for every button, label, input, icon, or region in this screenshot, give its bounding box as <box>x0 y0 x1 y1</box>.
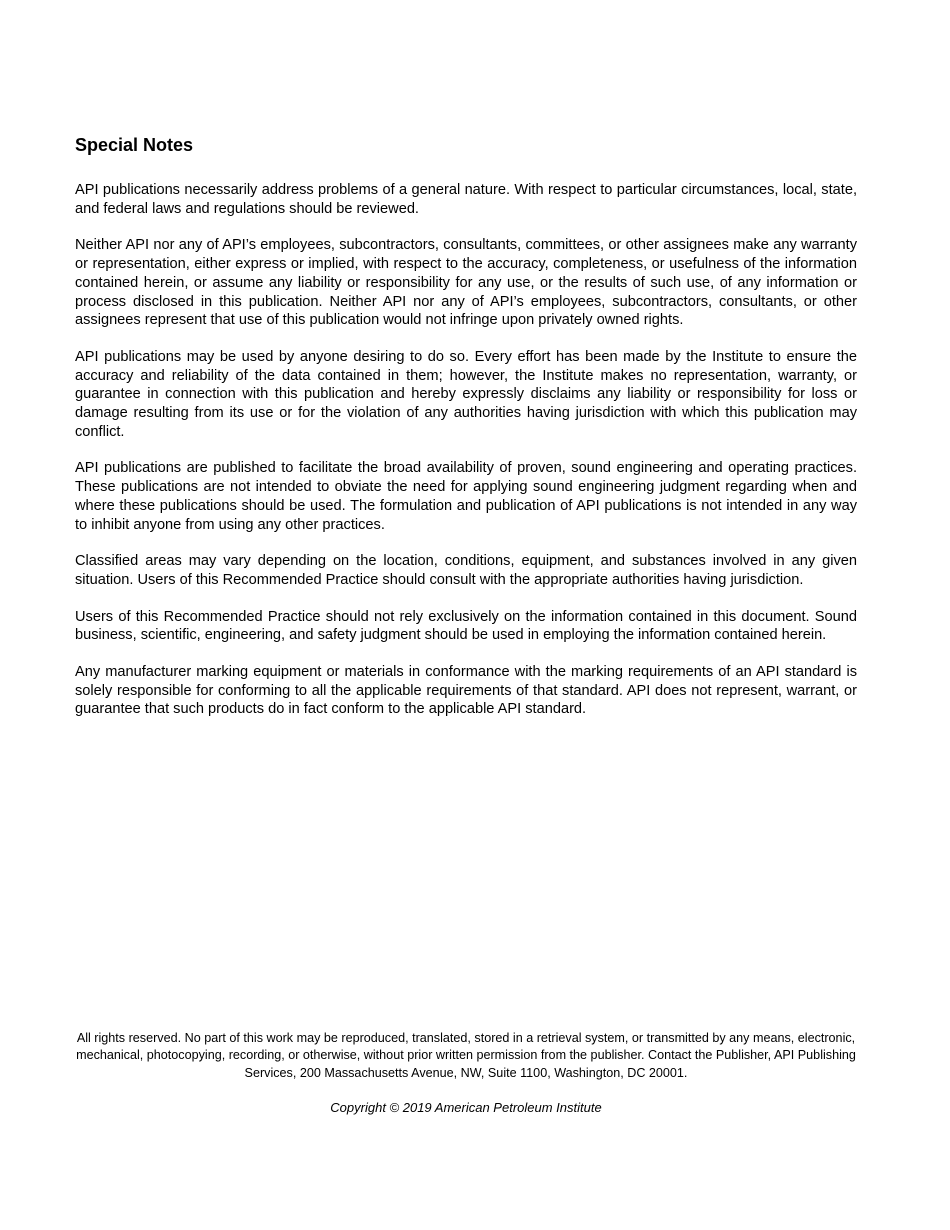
note-paragraph-marking: Any manufacturer marking equipment or materials in conformance with the marking requirements of an API standard is solely responsible for conforming to all the applicable requirements of that standard. API does not represent, warrant, or guarantee that such products do in fact conform to the applicable API standard. <box>75 664 857 718</box>
note-paragraph-use-by-anyone: API publications may be used by anyone desiring to do so. Every effort has been made by the Institute to ensure the accuracy and reliability of the data contained in them; however, the Institute makes no representation, warranty, or guarantee in connection with this publication and hereby expressly disclaims any liability or responsibility for loss or damage resulting from its use or for the violation of any authorities having jurisdiction with which this publication may conflict. <box>75 348 857 440</box>
note-paragraph-purpose: API publications are published to facilitate the broad availability of proven, sound engineering and operating practices. These publications are not intended to obviate the need for applying sound engineering judgment regarding when and where these publications should be used. The formulation and publication of API publications is not intended in any way to inhibit anyone from using any other practices. <box>75 460 857 533</box>
special-notes-section <box>75 134 857 737</box>
section-title: Special Notes <box>75 135 194 155</box>
page-footer <box>75 1030 857 1116</box>
note-paragraph-classified-areas: Classified areas may vary depending on the location, conditions, equipment, and substances involved in any given situation. Users of this Recommended Practice should consult with the appropriate authorities having jurisdiction. <box>75 553 857 588</box>
copyright-line: Copyright © 2019 American Petroleum Institute <box>330 1099 602 1115</box>
note-paragraph-general-nature: API publications necessarily address problems of a general nature. With respect to particular circumstances, local, state, and federal laws and regulations should be reviewed. <box>75 182 857 217</box>
rights-statement: All rights reserved. No part of this work may be reproduced, translated, stored in a retrieval system, or transmitted by any means, electronic, mechanical, photocopying, recording, or otherwise, without prior written permission from the publisher. Contact the Publisher, API Publishing Services, 200 Massachusetts Avenue, NW, Suite 1100, Washington, DC 20001. <box>76 1031 856 1080</box>
note-paragraph-judgment: Users of this Recommended Practice should not rely exclusively on the information contained in this document. Sound business, scientific, engineering, and safety judgment should be used in employing the information contained herein. <box>75 608 857 644</box>
note-paragraph-no-warranty: Neither API nor any of API’s employees, subcontractors, consultants, committees, or other assignees make any warranty or representation, either express or implied, with respect to the accuracy, completeness, or usefulness of the information contained herein, or assume any liability or responsibility for any use, or the results of such use, of any information or process disclosed in this publication. Neither API nor any of API’s employees, subcontractors, consultants, or other assignees represent that use of this publication would not infringe upon privately owned rights. <box>75 237 857 329</box>
